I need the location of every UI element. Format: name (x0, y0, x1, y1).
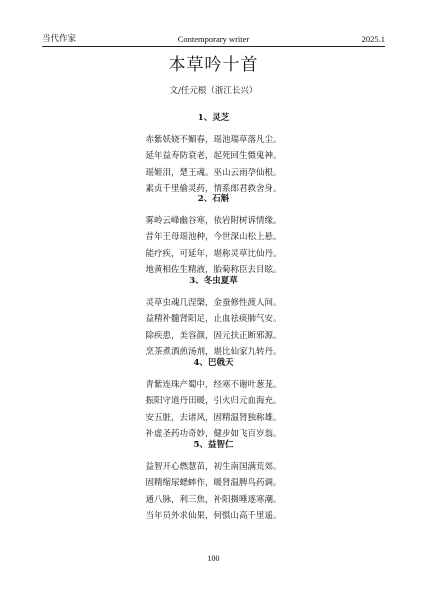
verse-line: 安五脏，去诸风，固精温肾独称雄。 (145, 412, 282, 423)
poem-collection-title: 本草吟十首 (168, 55, 259, 75)
verse-line: 益精补髓肾阳足，止血祛痰肺气安。 (145, 314, 282, 325)
verse-line: 青紫连珠产蜀中，经寒不谢叶葱茏。 (145, 380, 282, 390)
verse-line: 瑶姬泪，楚王魂。巫山云雨孕仙根。 (145, 167, 282, 178)
header-journal-english: Contemporary writer (177, 34, 250, 44)
page-number: 100 (207, 554, 220, 563)
verse-line: 补虚圣药功奇妙，健步如飞百岁翁。 (145, 429, 282, 440)
running-header (42, 33, 385, 47)
verse-line: 当年员外求仙果，何惧山高千里遥。 (145, 511, 282, 522)
verse-line: 益智开心燃慧苗，初生南国满荒郊。 (145, 462, 282, 472)
verse-line: 地黄相佐生精液，胎菊称臣去目眩。 (145, 265, 282, 276)
author-line: 文/任元根（浙江长兴） (169, 86, 258, 96)
header-issue-date: 2025.1 (361, 34, 385, 44)
verse-line: 固精缩尿蟋蟀作，暖肾温脾鸟药调。 (145, 478, 282, 489)
verse-line: 通八脉，利三焦，补阳摄唾逐寒潮。 (145, 494, 282, 505)
verse-line: 赤紫妖娆不媚春，瑶池瑞草落凡尘。 (145, 135, 282, 145)
verse-line: 素贞千里偷灵药，情系郎君救舍身。 (145, 184, 282, 195)
poem-title: 1、灵芝 (197, 113, 230, 123)
poem-title: 4、巴戟天 (193, 358, 234, 368)
poem-section-5 (0, 439, 427, 525)
verse-line: 雾岭云峰幽谷寒，依岩附树诉情缘。 (145, 216, 282, 226)
poem-section-3 (0, 275, 427, 361)
poem-section-2 (0, 193, 427, 279)
poem-title: 5、益智仁 (193, 440, 234, 450)
poem-section-4 (0, 357, 427, 443)
poem-section-1 (0, 112, 427, 198)
verse-line: 除疾患，美容颜，固元扶正断邪源。 (145, 330, 282, 341)
verse-line: 灵草虫魂几涅槃，金蚕修性渡人间。 (145, 298, 282, 308)
verse-line: 延年益寿防衰老，起死回生慑鬼神。 (145, 151, 282, 162)
poem-title: 2、石斛 (197, 194, 230, 204)
verse-line: 能疗疾，可延年，堪称灵草比仙丹。 (145, 248, 282, 259)
verse-line: 昔年王母瑶池种，今世深山松上悬。 (145, 232, 282, 243)
verse-line: 振阳守道丹田暖，引火归元血海充。 (145, 396, 282, 407)
poem-title: 3、冬虫夏草 (189, 276, 238, 286)
verse-line: 烹茶煮酒煎汤剂，堪比仙家九转丹。 (145, 347, 282, 358)
header-journal-name: 当代作家 (42, 34, 77, 44)
